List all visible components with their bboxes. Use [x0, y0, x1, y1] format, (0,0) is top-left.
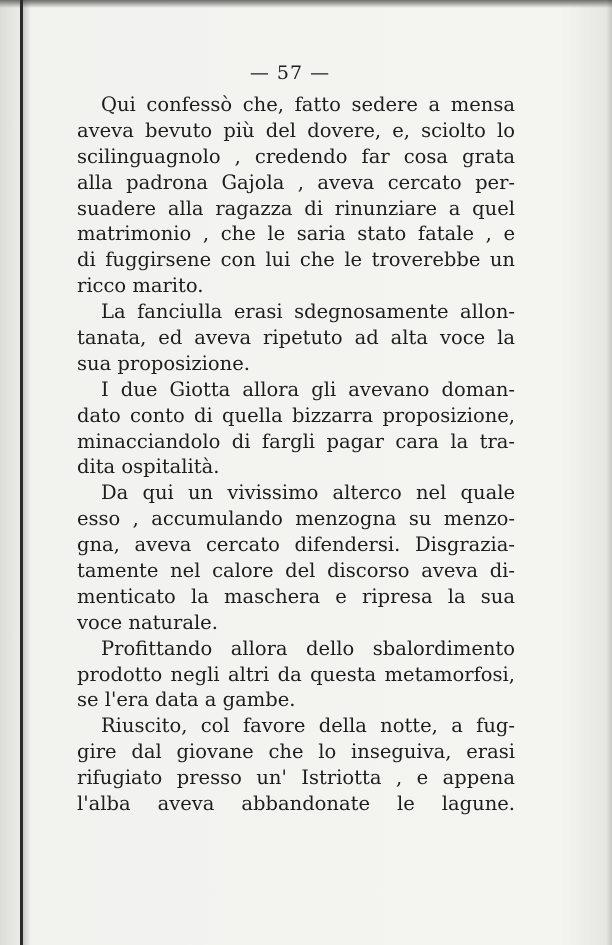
page-right-edge	[606, 0, 612, 945]
text-line: aveva bevuto più del dovere, e, sciolto lo	[77, 118, 515, 142]
text-line: matrimonio , che le saria stato fatale , e	[77, 222, 515, 246]
page-number: — 57 —	[249, 62, 331, 84]
text-line: Riuscito, col favore della notte, a fug-	[101, 714, 515, 738]
text-line: tamente nel calore del discorso aveva di-	[77, 559, 515, 583]
text-line: gna, aveva cercato difendersi. Disgrazia-	[77, 533, 515, 557]
text-line: se l'era data a gambe.	[77, 688, 296, 712]
text-line: l'alba aveva abbandonate le lagune.	[77, 792, 515, 816]
text-line: prodotto negli altri da questa metamorfosi,	[77, 662, 515, 686]
body-text	[77, 92, 515, 817]
text-line: suadere alla ragazza di rinunziare a quel	[77, 196, 515, 220]
text-line: La fanciulla erasi sdegnosamente allon-	[101, 300, 515, 324]
text-line: Profittando allora dello sbalordimento	[101, 636, 515, 660]
text-line: ricco marito.	[77, 274, 204, 298]
text-line: dita ospitalità.	[77, 455, 220, 479]
text-line: di fuggirsene con lui che le troverebbe un	[77, 248, 515, 272]
text-line: voce naturale.	[77, 610, 218, 634]
text-line: rifugiato presso un' Istriotta , e appena	[77, 766, 515, 790]
page-top-edge	[0, 0, 612, 8]
text-line: dato conto di quella bizzarra proposizione,	[77, 403, 515, 427]
text-line: alla padrona Gajola , aveva cercato per-	[77, 170, 515, 194]
text-line: gire dal giovane che lo inseguiva, erasi	[77, 740, 515, 764]
text-line: sua proposizione.	[77, 351, 250, 375]
text-line: esso , accumulando menzogna su menzo-	[77, 507, 515, 531]
text-line: I due Giotta allora gli avevano doman-	[101, 377, 515, 401]
binding-shadow	[23, 0, 31, 945]
text-line: scilinguagnolo , credendo far cosa grata	[77, 144, 515, 168]
text-line: menticato la maschera e ripresa la sua	[77, 584, 515, 608]
text-line: minacciandolo di fargli pagar cara la tra-	[77, 429, 515, 453]
text-line: Da qui un vivissimo alterco nel quale	[101, 481, 515, 505]
text-line: Qui confessò che, fatto sedere a mensa	[101, 93, 515, 116]
text-line: tanata, ed aveva ripetuto ad alta voce la	[77, 326, 515, 350]
